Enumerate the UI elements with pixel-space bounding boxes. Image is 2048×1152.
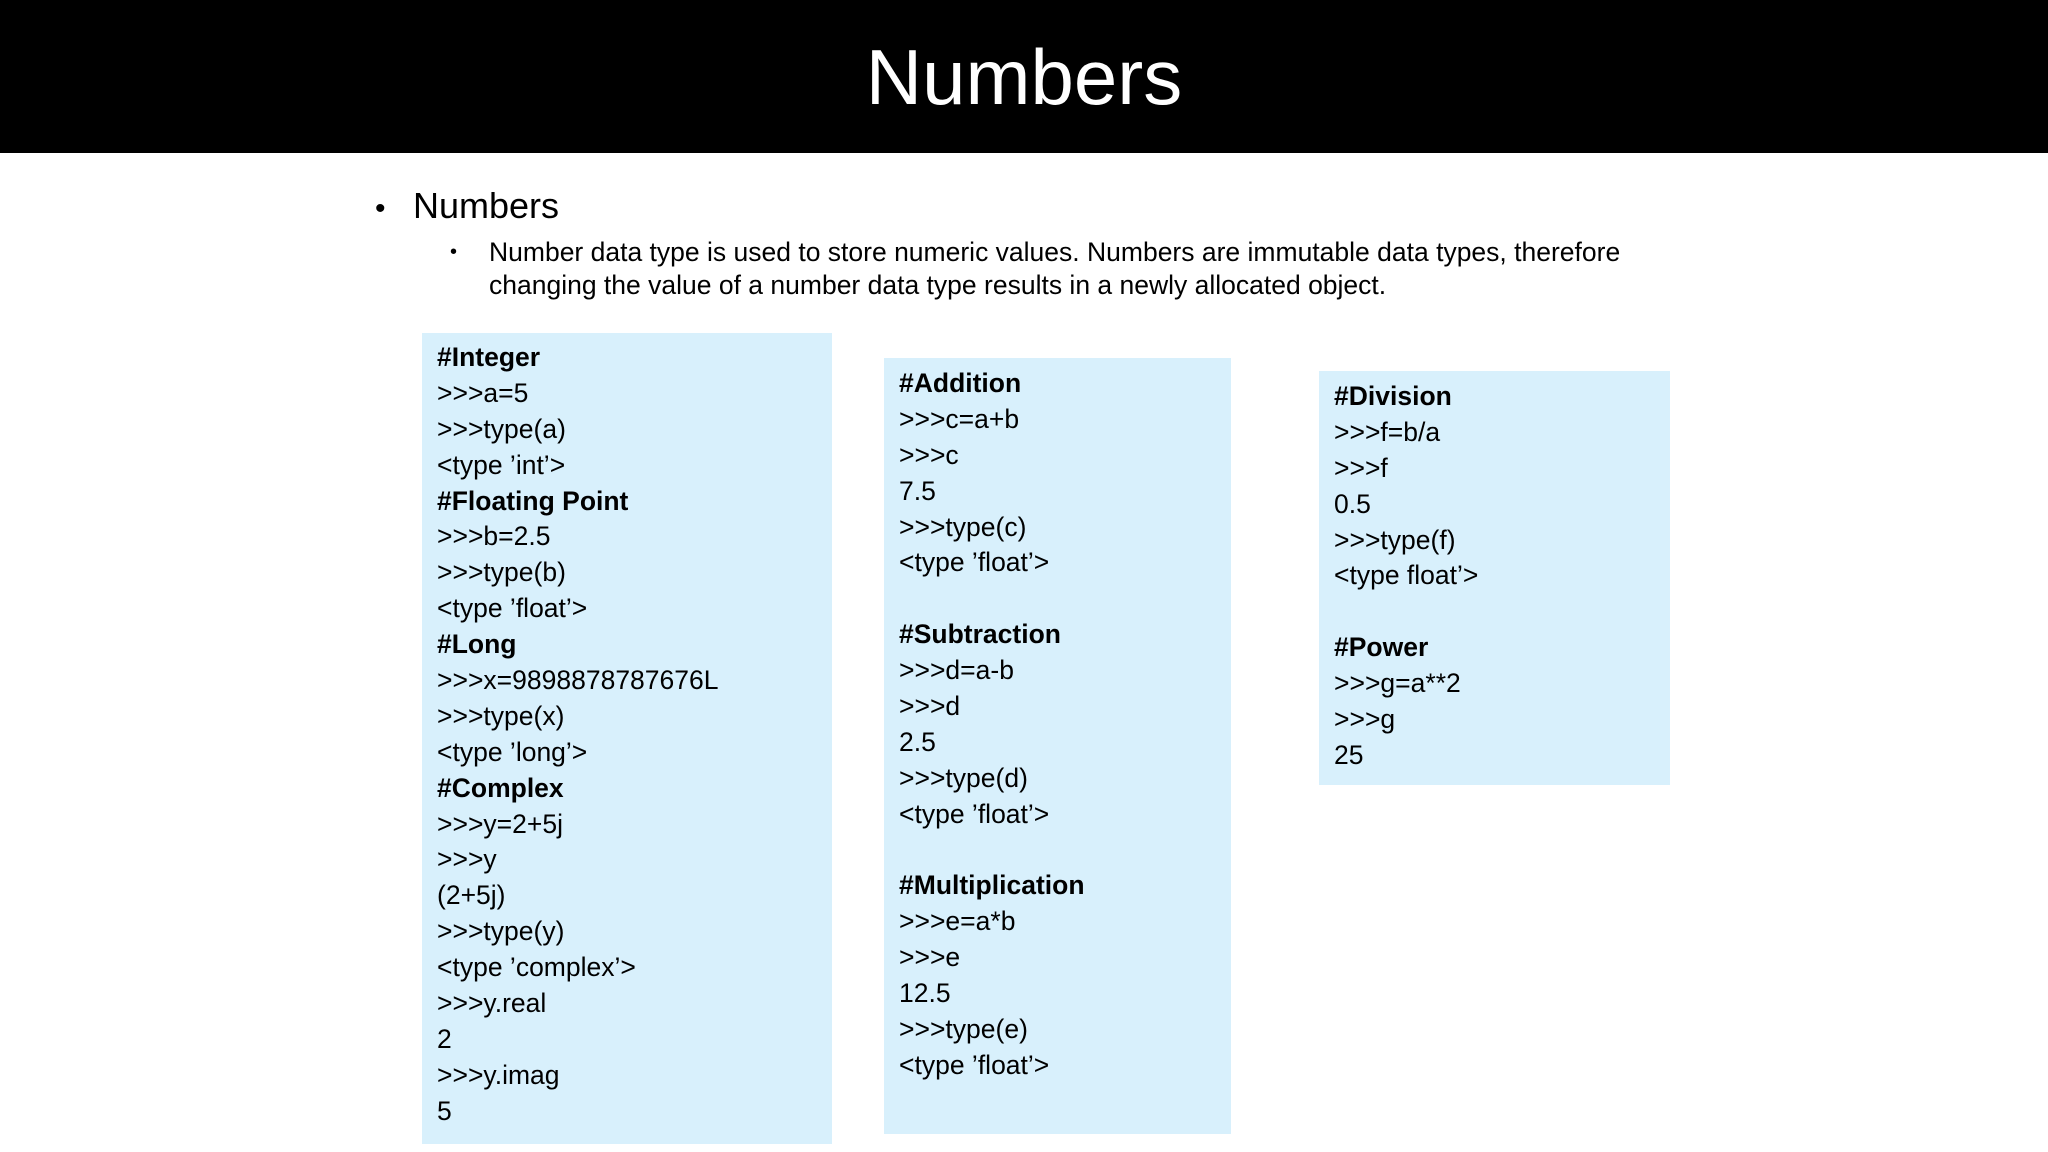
code-line: >>>a=5 xyxy=(437,377,529,408)
code-heading: #Division xyxy=(1334,381,1452,411)
code-line: >>>f=b/a xyxy=(1334,416,1441,447)
code-line: <type ’float’> xyxy=(899,547,1050,578)
code-line: (2+5j) xyxy=(437,880,506,911)
code-line: 2 xyxy=(437,1023,452,1054)
code-line: >>>d xyxy=(899,691,961,722)
slide-title: Numbers xyxy=(865,33,1183,121)
code-line: >>>b=2.5 xyxy=(437,521,551,552)
code-blank-line xyxy=(899,833,1231,869)
code-line: <type ’complex’> xyxy=(437,952,636,983)
code-line: <type ’long’> xyxy=(437,736,588,767)
code-line: >>>type(d) xyxy=(899,762,1028,793)
code-line: >>>y.imag xyxy=(437,1059,560,1090)
code-line: >>>c xyxy=(899,439,959,470)
code-line: 12.5 xyxy=(899,978,951,1009)
division-power-code-box xyxy=(1319,371,1670,785)
code-heading: #Complex xyxy=(437,772,564,803)
code-line: >>>e xyxy=(899,942,961,973)
main-bullet xyxy=(375,184,559,231)
code-heading: #Floating Point xyxy=(437,485,629,516)
bullet-dot-icon: • xyxy=(375,192,386,225)
code-heading: #Integer xyxy=(437,342,541,372)
code-line: 5 xyxy=(437,1095,452,1126)
code-line: >>>y xyxy=(437,844,497,875)
sub-bullet-text: Number data type is used to store numeric values. Numbers are immutable data types, therefore changing the value of a number data type results in a newly allocated object. xyxy=(489,237,1621,300)
code-heading: #Subtraction xyxy=(899,619,1061,650)
code-heading: #Power xyxy=(1334,632,1429,663)
sub-bullet xyxy=(450,236,1690,302)
code-line: >>>y.real xyxy=(437,988,547,1019)
main-bullet-text: Numbers xyxy=(413,185,560,226)
code-line: >>>type(f) xyxy=(1334,524,1456,555)
code-line: >>>type(y) xyxy=(437,916,565,947)
code-line: >>>f xyxy=(1334,452,1388,483)
code-line: >>>e=a*b xyxy=(899,906,1016,937)
code-line: <type ’float’> xyxy=(899,1049,1050,1080)
code-line: <type ’int’> xyxy=(437,449,566,480)
integer-types-code-box xyxy=(422,333,832,1144)
code-line: >>>type(b) xyxy=(437,557,566,588)
code-line: >>>y=2+5j xyxy=(437,808,563,839)
code-heading: #Multiplication xyxy=(899,870,1085,901)
code-line: 7.5 xyxy=(899,475,936,506)
code-line: 0.5 xyxy=(1334,488,1371,519)
code-line: >>>type(a) xyxy=(437,413,566,444)
code-line: >>>g xyxy=(1334,704,1396,735)
code-line: >>>c=a+b xyxy=(899,403,1020,434)
code-line: >>>type(c) xyxy=(899,511,1027,542)
code-heading: #Long xyxy=(437,629,517,660)
code-line: <type ’float’> xyxy=(437,593,588,624)
arithmetic-code-box xyxy=(884,358,1231,1134)
code-line: <type ’float’> xyxy=(899,798,1050,829)
code-blank-line xyxy=(899,581,1231,617)
code-line: <type float’> xyxy=(1334,560,1479,591)
code-line: >>>type(x) xyxy=(437,700,565,731)
code-heading: #Addition xyxy=(899,368,1022,398)
sub-bullet-dot-icon: • xyxy=(450,241,458,263)
code-line: >>>type(e) xyxy=(899,1014,1028,1045)
code-line: >>>x=9898878787676L xyxy=(437,665,719,696)
code-line: >>>g=a**2 xyxy=(1334,668,1461,699)
code-blank-line xyxy=(1334,594,1670,630)
code-line: >>>d=a-b xyxy=(899,655,1014,686)
code-line: 2.5 xyxy=(899,726,936,757)
code-line: 25 xyxy=(1334,739,1364,770)
